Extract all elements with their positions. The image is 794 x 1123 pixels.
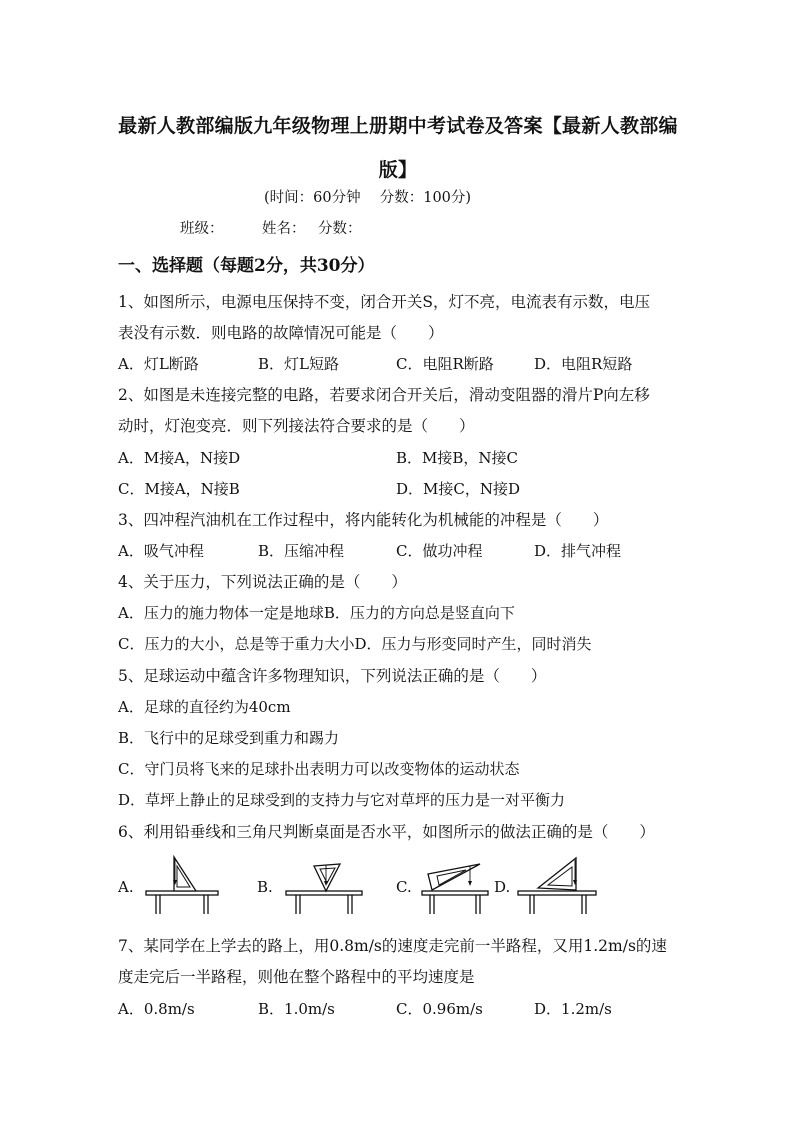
q3-option-b: B．压缩冲程 [258,542,345,560]
q6-figure-b [284,854,364,916]
q6-figure-a [144,854,220,916]
q2-option-c: C．M接A，N接B [118,480,240,498]
time-info: (时间：60分钟 分数：100分) [264,190,472,206]
q6-option-a-label: A. [118,878,134,896]
q5-option-d: D．草坪上静止的足球受到的支持力与它对草坪的压力是一对平衡力 [118,791,566,809]
question-6-line-1: 6、利用铅垂线和三角尺判断桌面是否水平，如图所示的做法正确的是（ ） [118,823,655,841]
q6-option-b-label: B. [257,878,273,896]
question-7-line-1: 7、某同学在上学去的路上，用0.8m/s的速度走完前一半路程，又用1.2m/s的速 [118,937,667,955]
q1-option-d: D．电阻R短路 [534,355,633,373]
q1-option-a: A．灯L断路 [118,355,199,373]
q6-option-d-label: D. [494,878,511,896]
question-7-line-2: 度走完后一半路程，则他在整个路程中的平均速度是 [118,968,475,986]
question-3-line-1: 3、四冲程汽油机在工作过程中，将内能转化为机械能的冲程是（ ） [118,511,609,529]
q6-figure-d [516,854,598,916]
q7-option-a: A．0.8m/s [118,1000,195,1018]
question-2-line-2: 动时，灯泡变亮．则下列接法符合要求的是（ ） [118,417,475,435]
q5-option-b: B．飞行中的足球受到重力和踢力 [118,729,340,747]
question-1-line-2: 表没有示数．则电路的故障情况可能是（ ） [118,324,444,342]
page-title: 最新人教部编版九年级物理上册期中考试卷及答案【最新人教部编版】 [118,115,678,181]
q7-option-d: D．1.2m/s [534,1000,612,1018]
q3-option-c: C．做功冲程 [396,542,483,560]
q6-figure-c [420,854,490,916]
q4-options-cd: C．压力的大小，总是等于重力大小D．压力与形变同时产生，同时消失 [118,635,592,653]
question-1-line-1: 1、如图所示，电源电压保持不变，闭合开关S，灯不亮，电流表有示数，电压 [118,293,650,311]
q1-option-c: C．电阻R断路 [396,355,494,373]
q6-option-c-label: C. [396,878,412,896]
score-label: 分数： [318,221,362,237]
q3-option-a: A．吸气冲程 [118,542,204,560]
question-5-line-1: 5、足球运动中蕴含许多物理知识，下列说法正确的是（ ） [118,667,547,685]
q1-option-b: B．灯L短路 [258,355,339,373]
q7-option-c: C．0.96m/s [396,1000,483,1018]
q7-option-b: B．1.0m/s [258,1000,335,1018]
q3-option-d: D．排气冲程 [534,542,622,560]
q2-option-a: A．M接A，N接D [118,449,241,467]
name-label: 姓名： [262,221,306,237]
q5-option-c: C．守门员将飞来的足球扑出表明力可以改变物体的运动状态 [118,760,520,778]
class-label: 班级： [180,221,224,237]
q5-option-a: A．足球的直径约为40cm [118,698,291,716]
q2-option-b: B．M接B，N接C [396,449,519,467]
question-2-line-1: 2、如图是未连接完整的电路，若要求闭合开关后，滑动变阻器的滑片P向左移 [118,386,650,404]
q2-option-d: D．M接C，N接D [396,480,521,498]
question-4-line-1: 4、关于压力，下列说法正确的是（ ） [118,573,407,591]
q4-options-ab: A．压力的施力物体一定是地球B．压力的方向总是竖直向下 [118,604,515,622]
section-heading: 一、选择题（每题2分，共30分） [118,256,375,276]
